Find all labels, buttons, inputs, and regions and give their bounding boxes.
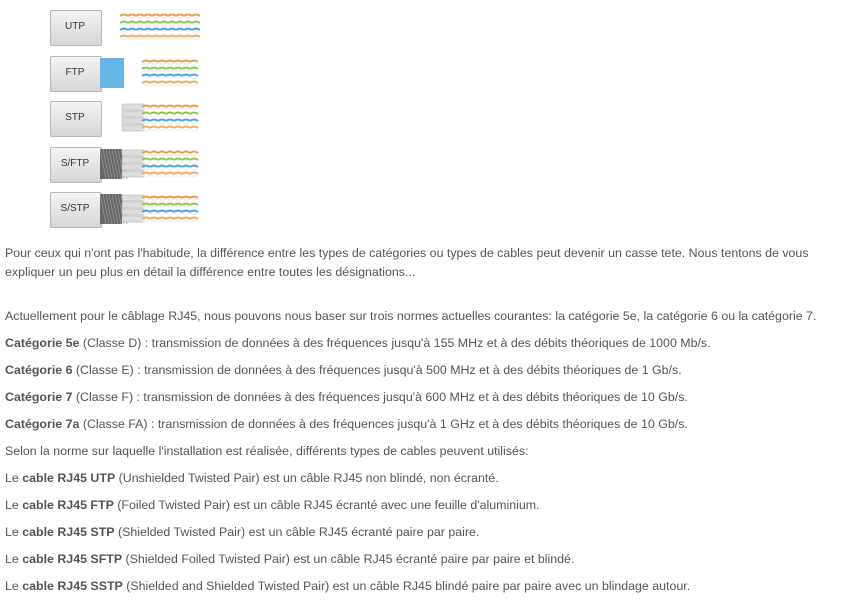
- cable-type-item: [5, 577, 865, 596]
- pair-shield: [122, 164, 144, 170]
- cable-type-name: cable RJ45 FTP: [22, 498, 114, 512]
- foil-shield: [100, 58, 124, 88]
- cable-type-item: [5, 550, 865, 569]
- cable-s-stp: [40, 186, 200, 230]
- cable-label: UTP: [65, 21, 85, 32]
- category-description: (Classe D) : transmission de données à des fréquences jusqu'à 155 MHz et à des débits théoriques de 1000 Mb/s.: [79, 336, 711, 350]
- pair-shield: [122, 111, 144, 117]
- cable-type-description: (Foiled Twisted Pair) est un câble RJ45 écranté avec une feuille d'aluminium.: [113, 498, 540, 512]
- twisted-pair: [142, 106, 198, 108]
- article-body: [5, 244, 865, 604]
- pair-shield: [122, 202, 144, 208]
- twisted-pair: [142, 127, 198, 129]
- category-description: (Classe FA) : transmission de données à des fréquences jusqu'à 1 GHz et à des débits théoriques de 10 Gb/s.: [79, 417, 688, 431]
- cable-label: FTP: [65, 66, 85, 78]
- category-name: Catégorie 5e: [5, 336, 80, 350]
- cable-type-item: [5, 523, 865, 542]
- cable-type-description: (Unshielded Twisted Pair) est un câble RJ45 non blindé, non écranté.: [115, 471, 499, 485]
- standards-intro: Actuellement pour le câblage RJ45, nous pouvons nous baser sur trois normes actuelles courantes: la catégorie 5e, la catégorie 6 ou la catégorie 7.: [5, 309, 817, 323]
- intro-line-1: Pour ceux qui n'ont pas l'habitude, la différence entre les types de catégories ou types de cables peut devenir un casse tete. Nous tentons de vous: [5, 246, 809, 260]
- intro-line-2: expliquer un peu plus en détail la différence entre toutes les désignations...: [5, 265, 416, 279]
- cable-type-prefix: Le: [5, 525, 23, 539]
- pair-shield: [122, 118, 144, 124]
- pair-shield: [122, 125, 144, 131]
- category-description: (Classe F) : transmission de données à des fréquences jusqu'à 600 MHz et à des débits théoriques de 10 Gb/s.: [72, 390, 688, 404]
- twisted-pair: [142, 120, 198, 122]
- cable-label: S/STP: [60, 203, 90, 214]
- category-list: [5, 334, 865, 434]
- cable-type-prefix: Le: [5, 471, 23, 485]
- cable-type-item: [5, 469, 865, 488]
- cable-wires: [100, 10, 200, 44]
- cable-wires: [100, 101, 200, 135]
- category-name: Catégorie 7a: [5, 417, 80, 431]
- pair-shield: [122, 209, 144, 215]
- cable-type-name: cable RJ45 STP: [22, 525, 115, 539]
- pair-shield: [122, 171, 144, 177]
- twisted-pair: [142, 165, 198, 167]
- twisted-pair: [142, 81, 198, 83]
- cable-label: S/FTP: [60, 157, 90, 169]
- twisted-pair: [120, 29, 200, 31]
- category-item: [5, 415, 865, 434]
- twisted-pair: [142, 197, 198, 199]
- cable-stp: [40, 95, 200, 139]
- twisted-pair: [142, 113, 198, 115]
- twisted-pair: [142, 204, 198, 206]
- category-item: [5, 334, 865, 353]
- cable-type-description: (Shielded Foiled Twisted Pair) est un câble RJ45 écranté paire par paire et blindé.: [122, 552, 575, 566]
- twisted-pair: [142, 151, 198, 153]
- cable-types-intro: Selon la norme sur laquelle l'installation est réalisée, différents types de cables peuvent utilisés:: [5, 444, 529, 458]
- twisted-pair: [142, 218, 198, 220]
- pair-shield: [122, 104, 144, 110]
- cable-wires: [100, 56, 200, 90]
- cable-type-description: (Shielded Twisted Pair) est un câble RJ45 écranté paire par paire.: [114, 525, 480, 539]
- twisted-pair: [142, 172, 198, 174]
- cable-type-item: [5, 496, 865, 515]
- twisted-pair: [120, 22, 200, 24]
- category-item: [5, 388, 865, 407]
- pair-shield: [122, 150, 144, 156]
- category-name: Catégorie 6: [5, 363, 73, 377]
- pair-shield: [122, 216, 144, 222]
- pair-shield: [122, 195, 144, 201]
- twisted-pair: [142, 158, 198, 160]
- category-name: Catégorie 7: [5, 390, 73, 404]
- cable-type-description: (Shielded and Shielded Twisted Pair) est un câble RJ45 blindé paire par paire avec un blindage autour.: [122, 579, 691, 593]
- cable-ftp: [40, 50, 200, 94]
- cable-type-prefix: Le: [5, 579, 23, 593]
- cable-s-ftp: [40, 141, 200, 185]
- category-item: [5, 361, 865, 380]
- pair-shield: [122, 157, 144, 163]
- cable-type-name: cable RJ45 UTP: [22, 471, 116, 485]
- twisted-pair: [120, 15, 200, 17]
- cable-type-name: cable RJ45 SSTP: [22, 579, 123, 593]
- cable-type-prefix: Le: [5, 552, 23, 566]
- cable-type-list: [5, 469, 865, 596]
- twisted-pair: [120, 36, 200, 38]
- twisted-pair: [142, 74, 198, 76]
- cable-type-name: cable RJ45 SFTP: [22, 552, 123, 566]
- category-description: (Classe E) : transmission de données à des fréquences jusqu'à 500 MHz et à des débits théoriques de 1 Gb/s.: [72, 363, 682, 377]
- cable-utp: [40, 4, 200, 48]
- twisted-pair: [142, 67, 198, 69]
- twisted-pair: [142, 211, 198, 213]
- cable-label: STP: [65, 112, 85, 123]
- cable-types-illustration: [40, 4, 200, 236]
- twisted-pair: [142, 60, 198, 62]
- cable-type-prefix: Le: [5, 498, 23, 512]
- cable-wires: [100, 192, 200, 226]
- cable-wires: [100, 147, 200, 181]
